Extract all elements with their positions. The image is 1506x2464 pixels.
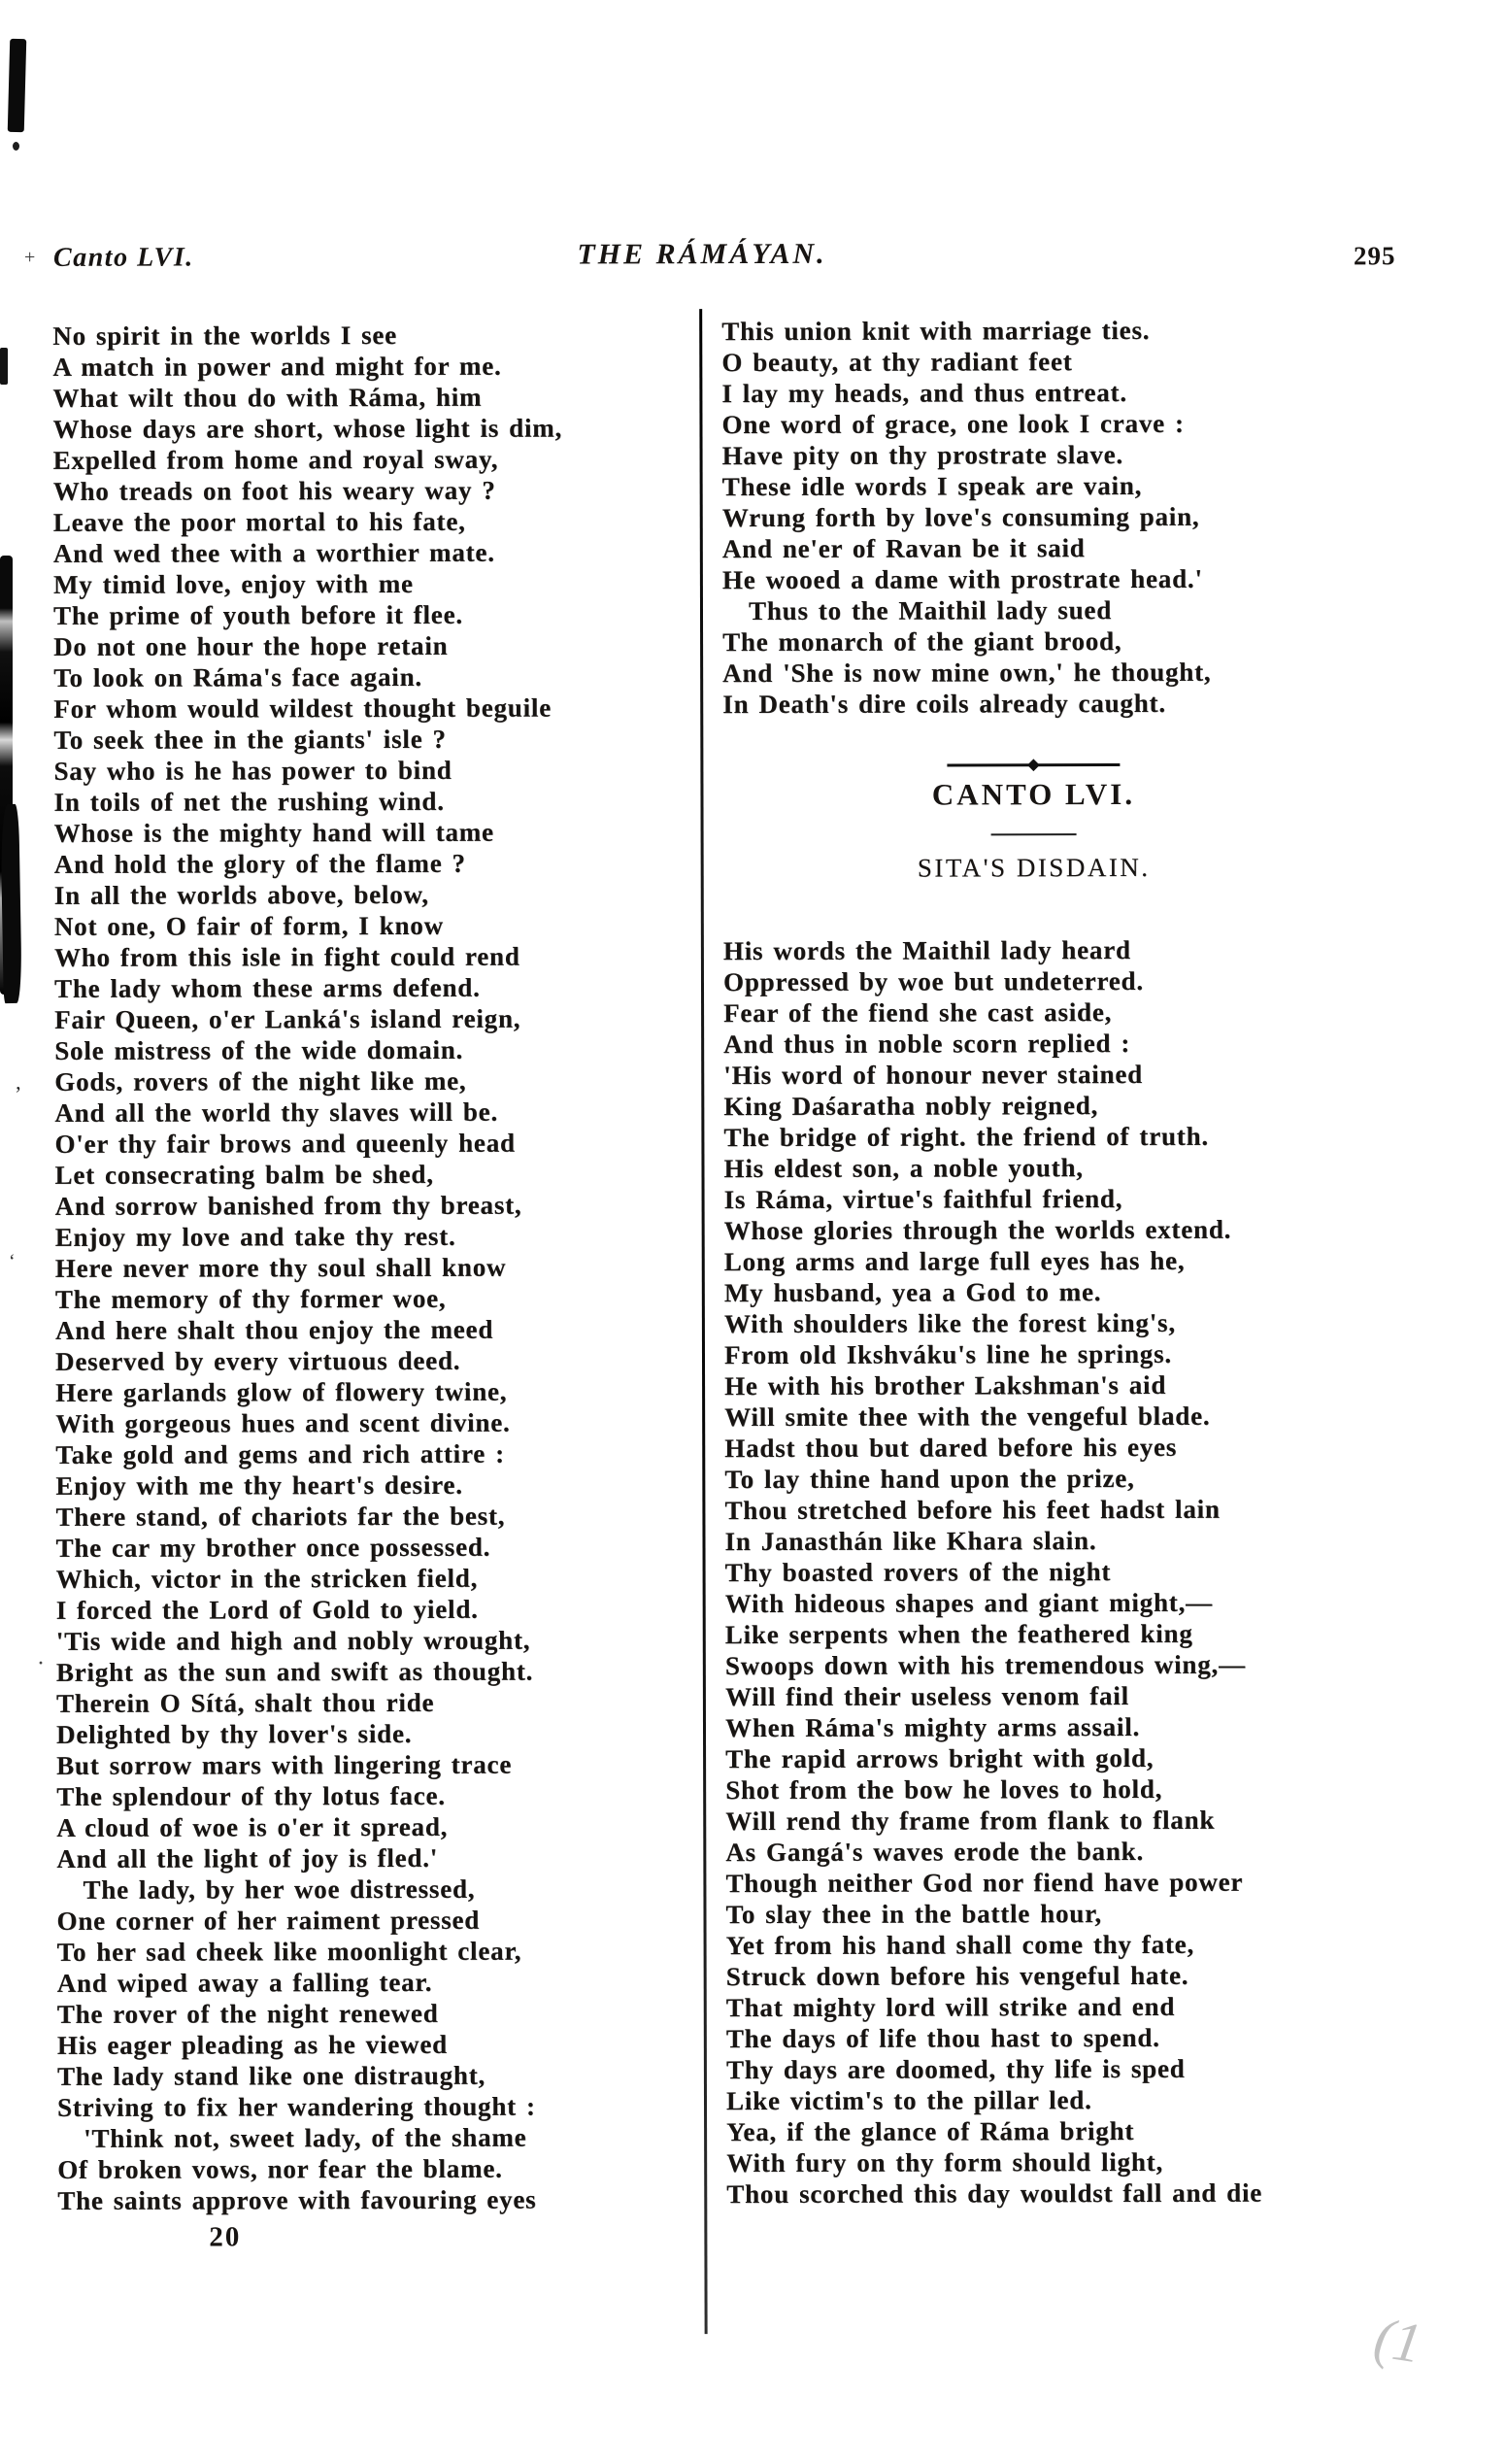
running-header-title: THE RÁMÁYAN. [577,237,827,271]
verse-line: The lady whom these arms defend. [53,972,481,1003]
verse-line: And ne'er of Ravan be it said [721,533,1086,564]
verse-line: Therein O Sítá, shalt thou ride [55,1687,435,1718]
verse-line: O'er thy fair brows and queenly head [54,1128,516,1159]
verse-line: From old Ikshváku's line he springs. [723,1338,1172,1370]
verse-line: Wrung forth by love's consuming pain, [721,501,1200,533]
verse-line: The bridge of right. the friend of truth. [723,1121,1209,1153]
running-header-canto: Canto LVI. [52,242,194,273]
verse-line: Thy boasted rovers of the night [724,1557,1112,1588]
canto-subtitle: SITA'S DISDAIN. [917,852,1151,883]
verse-line: I forced the Lord of Gold to yield. [55,1594,479,1625]
canto-heading-rule [991,833,1077,835]
verse-line: With hideous shapes and giant might,— [724,1587,1213,1619]
verse-line: He with his brother Lakshman's aid [724,1369,1167,1401]
verse-line: Thou scorched this day wouldst fall and die [726,2177,1263,2210]
verse-line: In all the worlds above, below, [53,879,429,910]
verse-line: Take gold and gems and rich attire : [55,1438,505,1469]
canto-lv-ending [721,314,1344,720]
verse-line: In Death's dire coils already caught. [722,688,1166,720]
verse-line: One corner of her raiment pressed [56,1905,481,1936]
verse-line: Whose glories through the worlds extend. [723,1214,1232,1246]
verse-line: Fear of the fiend she cast aside, [723,997,1113,1029]
verse-line: A match in power and might for me. [52,351,502,382]
verse-line: The memory of thy former woe, [54,1283,447,1314]
verse-line: Striving to fix her wandering thought : [56,2091,536,2122]
verse-line: Who treads on foot his weary way ? [52,475,496,506]
verse-line: He wooed a dame with prostrate head.' [721,563,1203,595]
verse-line: Whose is the mighty hand will tame [53,817,494,848]
verse-line: And hold the glory of the flame ? [53,848,466,879]
verse-line: The days of life thou hast to spend. [725,2022,1160,2054]
verse-line: Here never more thy soul shall know [54,1252,507,1283]
verse-line: And wiped away a falling tear. [56,1967,433,1998]
verse-line: The splendour of thy lotus face. [56,1780,446,1811]
verse-line: Swoops down with his tremendous wing,— [724,1649,1246,1681]
ink-speck: ʼ [15,1082,22,1106]
verse-line: The rover of the night renewed [56,1998,439,2029]
verse-line: Not one, O fair of form, I know [53,910,444,941]
verse-line: The rapid arrows bright with gold, [725,1742,1155,1774]
canto-heading: CANTO LVI. [931,776,1136,812]
verse-line: With shoulders like the forest king's, [723,1307,1176,1339]
verse-line: Thy days are doomed, thy life is sped [725,2053,1186,2085]
verse-line: Gods, rovers of the night like me, [54,1065,467,1097]
verse-line: And 'She is now mine own,' he thought, [722,657,1212,689]
verse-line: Fair Queen, o'er Lanká's island reign, [54,1003,521,1034]
verse-line: In Janasthán like Khara slain. [724,1526,1097,1557]
verse-line: 'His word of honour never stained [723,1059,1143,1091]
verse-line: To her sad cheek like moonlight clear, [56,1936,522,1967]
handwritten-mark: (1 [1369,2305,1426,2376]
verse-line: There stand, of chariots far the best, [55,1501,506,1532]
verse-line: Have pity on thy prostrate slave. [721,439,1123,471]
verse-line: That mighty lord will strike and end [725,1991,1176,2023]
verse-line: As Gangá's waves erode the bank. [725,1836,1145,1868]
verse-line: And thus in noble scorn replied : [723,1028,1131,1060]
verse-line: Hadst thou but dared before his eyes [724,1432,1178,1464]
ink-speck: + [24,247,36,268]
verse-line: Say who is he has power to bind [53,755,452,786]
verse-line: Will smite thee with the vengeful blade. [724,1401,1211,1433]
verse-line: Of broken vows, nor fear the blame. [57,2153,503,2184]
verse-line: Long arms and large full eyes has he, [723,1245,1186,1277]
verse-line: And sorrow banished from thy breast, [54,1190,522,1221]
verse-line: What wilt thou do with Ráma, him [52,382,483,413]
verse-line: Who from this isle in fight could rend [53,941,520,972]
verse-line: The saints approve with favouring eyes [57,2184,537,2215]
verse-line: Which, victor in the stricken field, [55,1563,479,1594]
verse-line: For whom would wildest thought beguile [53,692,552,724]
verse-line: And all the world thy slaves will be. [54,1097,499,1128]
verse-line: Though neither God nor fiend have power [725,1867,1244,1899]
verse-line: The prime of youth before it flee. [52,599,463,630]
verse-line: Expelled from home and royal sway, [52,444,499,475]
verse-line: A cloud of woe is o'er it spread, [56,1811,449,1842]
verse-line: Bright as the sun and swift as thought. [55,1656,534,1687]
verse-line: Like serpents when the feathered king [724,1618,1193,1650]
verse-line: Deserved by every virtuous deed. [54,1345,461,1376]
verse-line: These idle words I speak are vain, [721,470,1143,502]
verse-line: Struck down before his vengeful hate. [725,1960,1189,1992]
canto-section-heading [722,718,1345,935]
verse-line: Yea, if the glance of Ráma bright [726,2115,1135,2147]
verse-line: The monarch of the giant brood, [722,626,1122,658]
verse-line: Like victim's to the pillar led. [725,2085,1092,2116]
verse-line: I lay my heads, and thus entreat. [721,377,1127,409]
verse-line: The lady, by her woe distressed, [83,1873,476,1905]
diamond-ornament-icon [1027,759,1040,771]
page-number: 295 [1353,241,1396,271]
verse-line: Let consecrating balm be shed, [54,1159,434,1190]
verse-line: Do not one hour the hope retain [53,630,449,661]
verse-line: To look on Ráma's face again. [53,661,422,692]
verse-line: But sorrow mars with lingering trace [56,1749,513,1780]
verse-line: Shot from the bow he loves to hold, [725,1773,1163,1806]
verse-line: Yet from his hand shall come thy fate, [725,1929,1195,1961]
verse-line: To slay thee in the battle hour, [725,1899,1102,1930]
verse-line: To lay thine hand upon the prize, [724,1463,1135,1495]
verse-line: O beauty, at thy radiant feet [721,347,1073,378]
ink-speck: · [37,1651,45,1676]
right-column [721,314,1348,2210]
verse-line: Will find their useless venom fail [724,1680,1129,1712]
left-column [52,319,706,2216]
verse-line: And here shalt thou enjoy the meed [54,1314,494,1345]
verse-line: His words the Maithil lady heard [722,934,1131,966]
verse-line: 'Tis wide and high and nobly wrought, [55,1625,531,1656]
verse-line: In toils of net the rushing wind. [53,786,445,817]
verse-line: Is Ráma, virtue's faithful friend, [723,1184,1123,1215]
verse-line: King Daśaratha nobly reigned, [723,1091,1099,1122]
verse-line: Will rend thy frame from flank to flank [725,1805,1216,1837]
verse-line: Oppressed by woe but undeterred. [722,965,1144,997]
verse-line: Enjoy with me thy heart's desire. [55,1469,463,1501]
verse-line: And wed thee with a worthier mate. [52,537,495,568]
verse-line: The car my brother once possessed. [55,1532,491,1563]
verse-line: Thou stretched before his feet hadst lain [724,1494,1221,1526]
ink-speck: ʻ [9,1251,16,1272]
verse-line: Leave the poor mortal to his fate, [52,506,466,537]
verse-line: Whose days are short, whose light is dim, [52,413,563,444]
verse-line: No spirit in the worlds I see [52,320,397,351]
verse-line: My timid love, enjoy with me [52,568,414,599]
verse-line: His eager pleading as he viewed [56,2029,448,2060]
verse-line: The lady stand like one distraught, [56,2060,486,2091]
verse-line: This union knit with marriage ties. [721,315,1151,347]
verse-line: And all the light of joy is fled.' [56,1842,439,1873]
verse-line: Enjoy my love and take thy rest. [54,1221,456,1252]
verse-line: One word of grace, one look I crave : [721,408,1185,440]
verse-line: Sole mistress of the wide domain. [54,1034,464,1065]
verse-line: 'Think not, sweet lady, of the shame [84,2122,527,2153]
verse-line: Here garlands glow of flowery twine, [55,1376,508,1407]
verse-line: To seek thee in the giants' isle ? [53,724,447,755]
section-divider-ornament [947,763,1120,766]
verse-line: When Ráma's mighty arms assail. [724,1711,1141,1743]
verse-line: My husband, yea a God to me. [723,1277,1102,1308]
canto-lvi-verse [723,933,1348,2210]
signature-mark: 20 [209,2221,242,2253]
verse-line: His eldest son, a noble youth, [723,1153,1084,1184]
verse-line: With gorgeous hues and scent divine. [55,1407,511,1438]
verse-line: With fury on thy form should light, [726,2146,1164,2178]
verse-line: Thus to the Maithil lady sued [748,595,1113,626]
verse-line: Delighted by thy lover's side. [55,1718,413,1749]
